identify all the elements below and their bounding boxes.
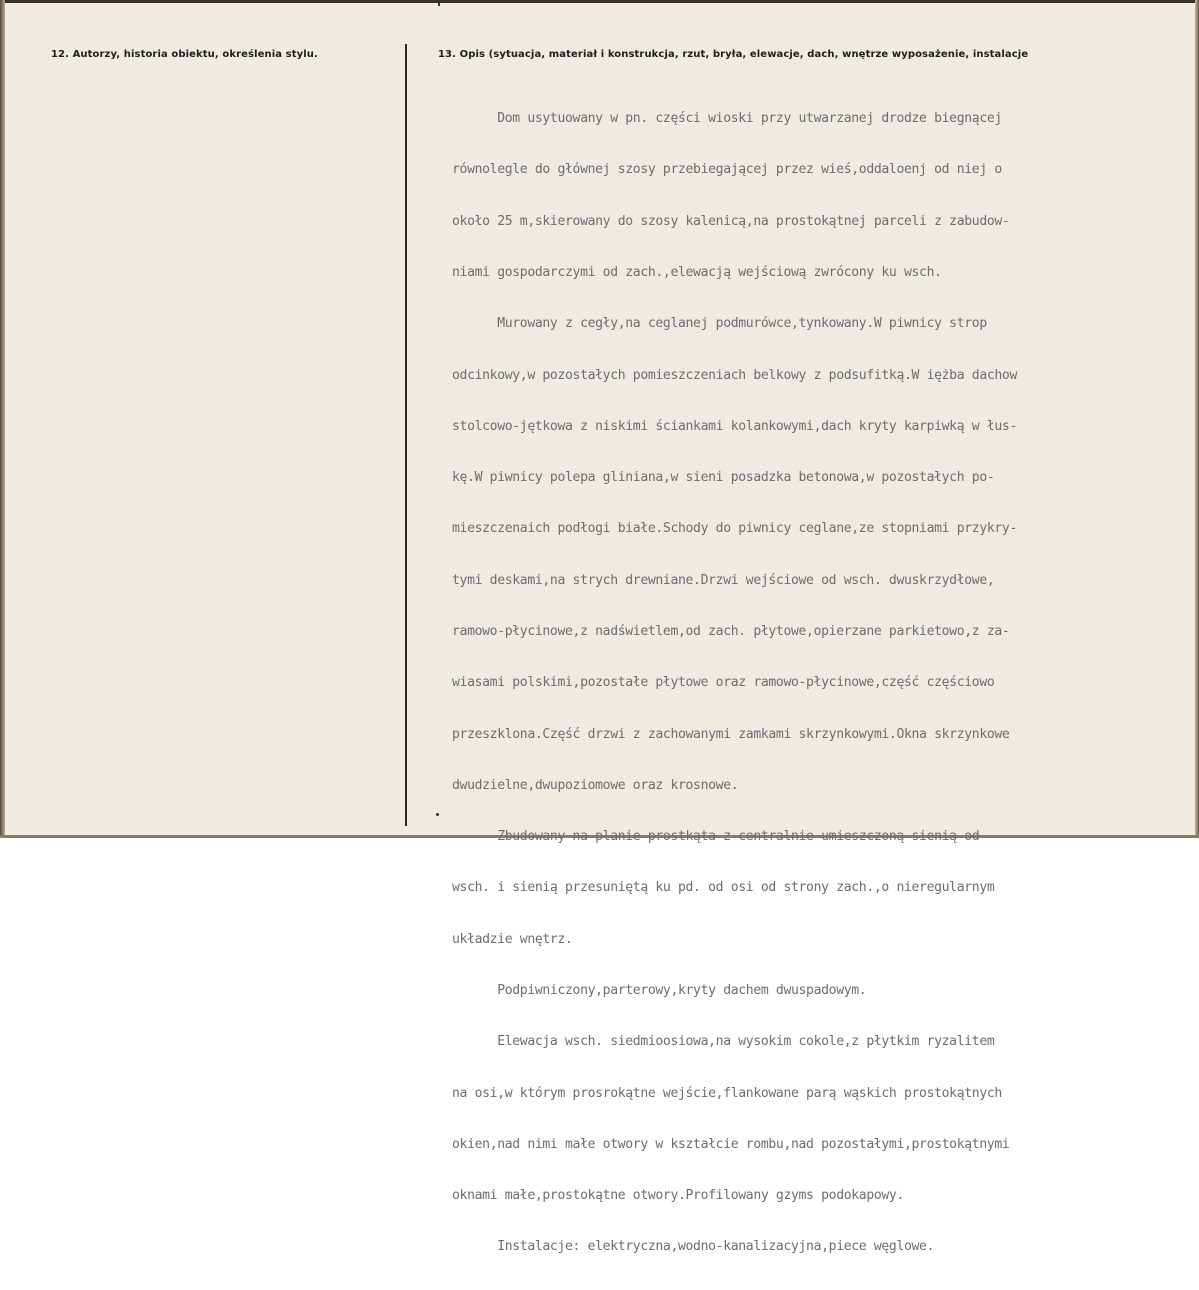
sheet-top-edge [0,0,1199,3]
text-line: Instalacje: elektryczna,wodno-kanalizacyjna,piece węglowe. [452,1239,935,1255]
text-line: Murowany z cegły,na ceglanej podmurówce,tynkowany.W piwnicy strop [452,316,987,332]
section-13-heading: 13. Opis (sytuacja, materiał i konstrukcja, rzut, bryła, elewacje, dach, wnętrze wyposażenie, instalacje [438,49,1029,60]
section-12-heading: 12. Autorzy, historia obiektu, określenia stylu. [51,49,318,60]
text-line: na osi,w którym prosrokątne wejście,flankowane parą wąskich prostokątnych [452,1085,1002,1101]
text-line: okien,nad nimi małe otwory w kształcie rombu,nad pozostałymi,prostokątnymi [452,1136,1010,1152]
text-line: mieszczenaich podłogi białe.Schody do piwnicy ceglane,ze stopniami przykry- [452,521,1017,537]
paper-speck [436,813,439,816]
text-line: przeszklona.Część drzwi z zachowanymi zamkami skrzynkowymi.Okna skrzynkowe [452,726,1010,742]
text-line: stolcowo-jętkowa z niskimi ściankami kolankowymi,dach kryty karpiwką w łus- [452,418,1017,434]
top-tick-mark [438,0,440,6]
text-line: dwudzielne,dwupoziomowe oraz krosnowe. [452,777,739,793]
column-divider [405,44,407,826]
text-line: Elewacja wsch. siedmioosiowa,na wysokim cokole,z płytkim ryzalitem [452,1034,995,1050]
text-line: niami gospodarczymi od zach.,elewacją wejściową zwrócony ku wsch. [452,265,942,281]
typewritten-description [452,76,1197,1290]
text-line: równolegle do głównej szosy przebiegającej przez wieś,oddaloenj od niej o [452,162,1002,178]
sheet-left-edge [0,0,5,838]
text-line: Dom usytuowany w pn. części wioski przy utwarzanej drodze biegnącej [452,111,1002,127]
text-line: ramowo-płycinowe,z nadświetlem,od zach. płytowe,opierzane parkietowo,z za- [452,624,1010,639]
text-line: odcinkowy,w pozostałych pomieszczeniach belkowy z podsufitką.W iężba dachow [452,367,1017,383]
text-line: kę.W piwnicy polepa gliniana,w sieni posadzka betonowa,w pozostałych po- [452,470,995,486]
text-line: układzie wnętrz. [452,931,573,947]
text-line: Zbudowany na planie prostkąta z centralnie umieszczoną sienią od [452,829,980,845]
text-line: oknami małe,prostokątne otwory.Profilowany gzyms podokapowy. [452,1188,904,1204]
text-line: wsch. i sienią przesuniętą ku pd. od osi od strony zach.,o nieregularnym [452,880,995,896]
text-line: Podpiwniczony,parterowy,kryty dachem dwuspadowym. [452,982,867,998]
text-line: wiasami polskimi,pozostałe płytowe oraz ramowo-płycinowe,część częściowo [452,675,995,691]
text-line: około 25 m,skierowany do szosy kalenicą,na prostokątnej parceli z zabudow- [452,213,1010,229]
text-line: tymi deskami,na strych drewniane.Drzwi wejściowe od wsch. dwuskrzydłowe, [452,572,995,588]
